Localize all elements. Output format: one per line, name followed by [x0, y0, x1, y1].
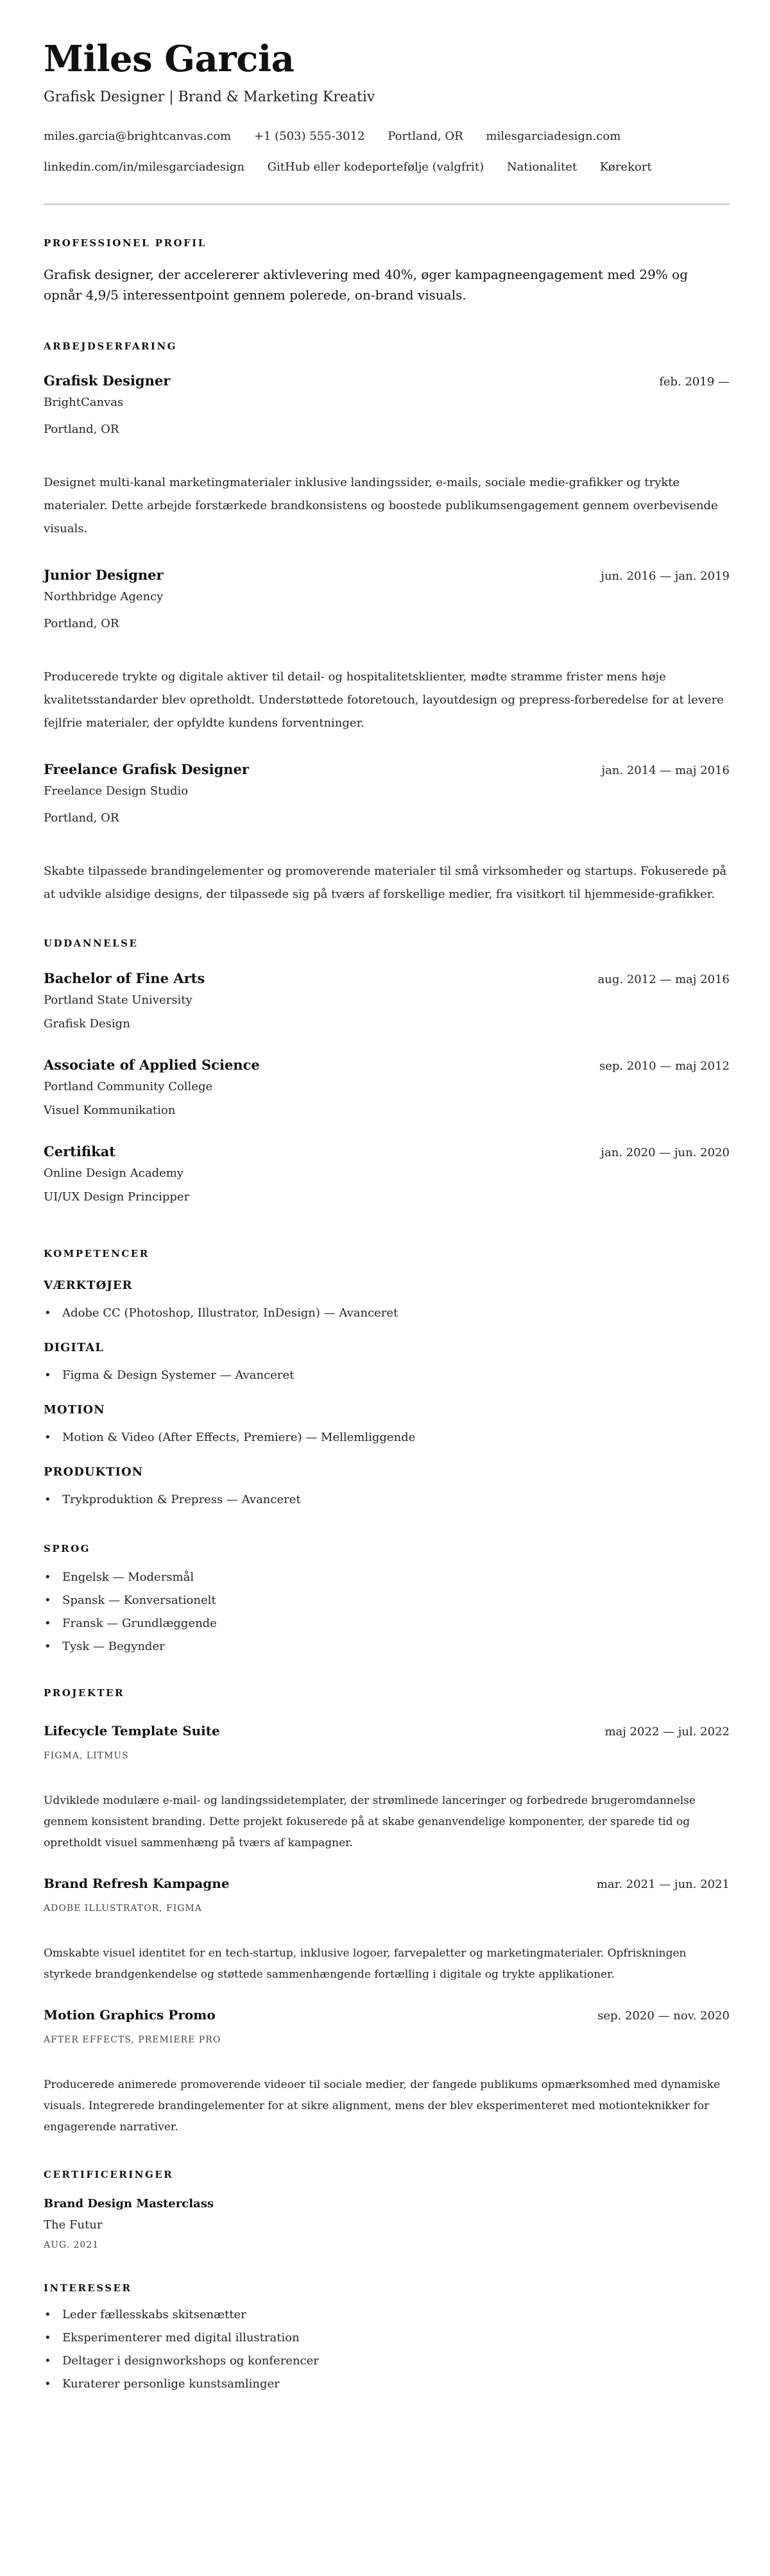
- project-dates: maj 2022 — jul. 2022: [604, 1725, 730, 1738]
- certification-title: Brand Design Masterclass: [44, 2197, 214, 2210]
- skill-category: MOTION: [44, 1403, 105, 1417]
- contact-linkedin[interactable]: linkedin.com/in/milesgarciadesign: [44, 160, 244, 174]
- job-description: Skabte tilpassede brandingelementer og promoverende materialer til små virksomheder og startups. Fokuserede på at udvikle alsidige designs, der tilpassede sig på tværs af forskellige medier, fra visitkort til hjemmeside-grafikker.: [44, 864, 727, 901]
- contact-location: Portland, OR: [388, 130, 463, 143]
- candidate-name: Miles Garcia: [44, 38, 295, 80]
- job-entry: [44, 761, 730, 906]
- skill-item: • Trykproduktion & Prepress — Avanceret: [44, 1488, 730, 1511]
- school-name: Online Design Academy: [44, 1166, 184, 1180]
- language-item: • Tysk — Begynder: [44, 1635, 730, 1658]
- job-entry: [44, 566, 730, 735]
- contact-website[interactable]: milesgarciadesign.com: [486, 130, 621, 143]
- skill-item: • Figma & Design Systemer — Avanceret: [44, 1364, 730, 1387]
- section-heading: KOMPETENCER: [44, 1248, 150, 1259]
- project-title: Brand Refresh Kampagne: [44, 1876, 230, 1891]
- field-of-study: UI/UX Design Principper: [44, 1190, 190, 1204]
- project-title: Motion Graphics Promo: [44, 2007, 216, 2023]
- job-entry: [44, 372, 730, 541]
- job-company: BrightCanvas: [44, 396, 124, 409]
- interest-item: • Deltager i designworkshops og konferencer: [44, 2350, 730, 2373]
- job-dates: jun. 2016 — jan. 2019: [601, 569, 730, 583]
- contact-info: [44, 121, 730, 183]
- contact-drivers-license: Kørekort: [599, 160, 652, 174]
- interest-item: • Kuraterer personlige kunstsamlinger: [44, 2373, 730, 2396]
- skill-list: [44, 1364, 730, 1387]
- skill-list: [44, 1302, 730, 1325]
- contact-nationality: Nationalitet: [506, 160, 578, 174]
- degree-title: Certifikat: [44, 1143, 116, 1159]
- job-title: Junior Designer: [44, 567, 164, 583]
- project-title: Lifecycle Template Suite: [44, 1723, 220, 1738]
- certification-issuer: The Futur: [44, 2218, 103, 2232]
- job-location: Portland, OR: [44, 811, 119, 825]
- certifications-section: [44, 2168, 730, 2252]
- job-dates: feb. 2019 —: [659, 375, 730, 389]
- field-of-study: Grafisk Design: [44, 1017, 130, 1031]
- section-heading: UDDANNELSE: [44, 938, 139, 949]
- job-description: Producerede trykte og digitale aktiver til detail- og hospitalitetsklienter, mødte stramme frister mens høje kvalitetsstandarder blev opretholdt. Understøttede fotoretouch, layoutdesign og prepress-forberedelse for at levere fejlfrie materialer, der opfyldte kundens forventninger.: [44, 670, 724, 730]
- experience-section: [44, 340, 730, 906]
- skills-section: [44, 1247, 730, 1511]
- skill-category: PRODUKTION: [44, 1465, 144, 1479]
- education-dates: aug. 2012 — maj 2016: [597, 973, 730, 986]
- school-name: Portland State University: [44, 993, 193, 1007]
- certification-date: AUG. 2021: [44, 2240, 99, 2250]
- languages-section: [44, 1542, 730, 1658]
- project-entry: [44, 1722, 730, 1854]
- profile-section: [44, 237, 730, 305]
- profile-summary: Grafisk designer, der accelererer aktivlevering med 40%, øger kampagneengagement med 29% og opnår 4,9/5 interessentpoint gennem polerede, on-brand visuals.: [44, 267, 688, 303]
- project-dates: mar. 2021 — jun. 2021: [596, 1878, 730, 1891]
- education-entry: [44, 970, 730, 1036]
- interest-item: • Eksperimenterer med digital illustration: [44, 2327, 730, 2350]
- job-description: Designet multi-kanal marketingmaterialer inklusive landingssider, e-mails, sociale medie-grafikker og trykte materialer. Dette arbejde forstærkede brandkonsistens og boostede publikumsengagement gennem overbevisende visuals.: [44, 476, 718, 535]
- skill-item: • Adobe CC (Photoshop, Illustrator, InDesign) — Avanceret: [44, 1302, 730, 1325]
- interests-section: [44, 2282, 730, 2396]
- skill-category: VÆRKTØJER: [44, 1279, 133, 1292]
- job-location: Portland, OR: [44, 617, 119, 630]
- language-item: • Fransk — Grundlæggende: [44, 1612, 730, 1635]
- candidate-headline: Grafisk Designer | Brand & Marketing Kreativ: [44, 89, 375, 105]
- job-title: Freelance Grafisk Designer: [44, 761, 249, 777]
- job-title: Grafisk Designer: [44, 373, 171, 389]
- job-dates: jan. 2014 — maj 2016: [601, 764, 730, 777]
- project-description: Omskabte visuel identitet for en tech-startup, inklusive logoer, farvepaletter og marketingmaterialer. Opfriskningen styrkede brandgenkendelse og støttede sammenhængende fortælling i digitale og trykte applikationer.: [44, 1947, 687, 1981]
- school-name: Portland Community College: [44, 1080, 213, 1093]
- project-tools: AFTER EFFECTS, PREMIERE PRO: [44, 2035, 221, 2045]
- job-company: Freelance Design Studio: [44, 784, 189, 798]
- language-list: [44, 1566, 730, 1658]
- language-item: • Spansk — Konversationelt: [44, 1589, 730, 1612]
- project-entry: [44, 2006, 730, 2138]
- skill-item: • Motion & Video (After Effects, Premiere) — Mellemliggende: [44, 1426, 730, 1449]
- section-heading: PROFESSIONEL PROFIL: [44, 237, 207, 249]
- language-item: • Engelsk — Modersmål: [44, 1566, 730, 1589]
- job-company: Northbridge Agency: [44, 590, 164, 603]
- field-of-study: Visuel Kommunikation: [44, 1104, 176, 1117]
- project-entry: [44, 1874, 730, 1985]
- section-heading: ARBEJDSERFARING: [44, 341, 177, 352]
- contact-phone[interactable]: +1 (503) 555-3012: [253, 130, 365, 143]
- project-description: Producerede animerede promoverende videoer til sociale medier, der fangede publikums opmærksomhed med dynamiske visuals. Integrerede brandingelementer for at sikre alignment, mens der blev eksperimenteret med motionteknikker for engagerende narrativer.: [44, 2078, 721, 2134]
- skill-list: [44, 1426, 730, 1449]
- contact-email[interactable]: miles.garcia@brightcanvas.com: [44, 130, 232, 143]
- section-heading: INTERESSER: [44, 2282, 132, 2294]
- education-entry: [44, 1143, 730, 1209]
- section-heading: PROJEKTER: [44, 1687, 124, 1699]
- skill-category: DIGITAL: [44, 1341, 104, 1354]
- projects-section: [44, 1687, 730, 2138]
- header-divider: [44, 203, 730, 205]
- education-dates: jan. 2020 — jun. 2020: [601, 1146, 730, 1159]
- degree-title: Bachelor of Fine Arts: [44, 970, 205, 986]
- section-heading: CERTIFICERINGER: [44, 2169, 174, 2180]
- section-heading: SPROG: [44, 1543, 90, 1554]
- job-location: Portland, OR: [44, 423, 119, 436]
- resume-header: [44, 38, 730, 183]
- interest-list: [44, 2303, 730, 2396]
- degree-title: Associate of Applied Science: [44, 1057, 260, 1073]
- project-tools: ADOBE ILLUSTRATOR, FIGMA: [44, 1903, 202, 1914]
- contact-github: GitHub eller kodeportefølje (valgfrit): [267, 160, 484, 174]
- project-description: Udviklede modulære e-mail- og landingssidetemplater, der strømlinede lanceringer og forbedrede brugeromdannelse gennem konsistent branding. Dette projekt fokuserede på at skabe genanvendelige komponenter, der sparede tid og opretholdt visuel sammenhæng på tværs af kampagner.: [44, 1794, 696, 1849]
- skill-list: [44, 1488, 730, 1511]
- education-entry: [44, 1056, 730, 1122]
- project-tools: FIGMA, LITMUS: [44, 1751, 129, 1761]
- education-section: [44, 937, 730, 1209]
- education-dates: sep. 2010 — maj 2012: [599, 1059, 730, 1073]
- interest-item: • Leder fællesskabs skitsenætter: [44, 2303, 730, 2327]
- project-dates: sep. 2020 — nov. 2020: [597, 2009, 730, 2023]
